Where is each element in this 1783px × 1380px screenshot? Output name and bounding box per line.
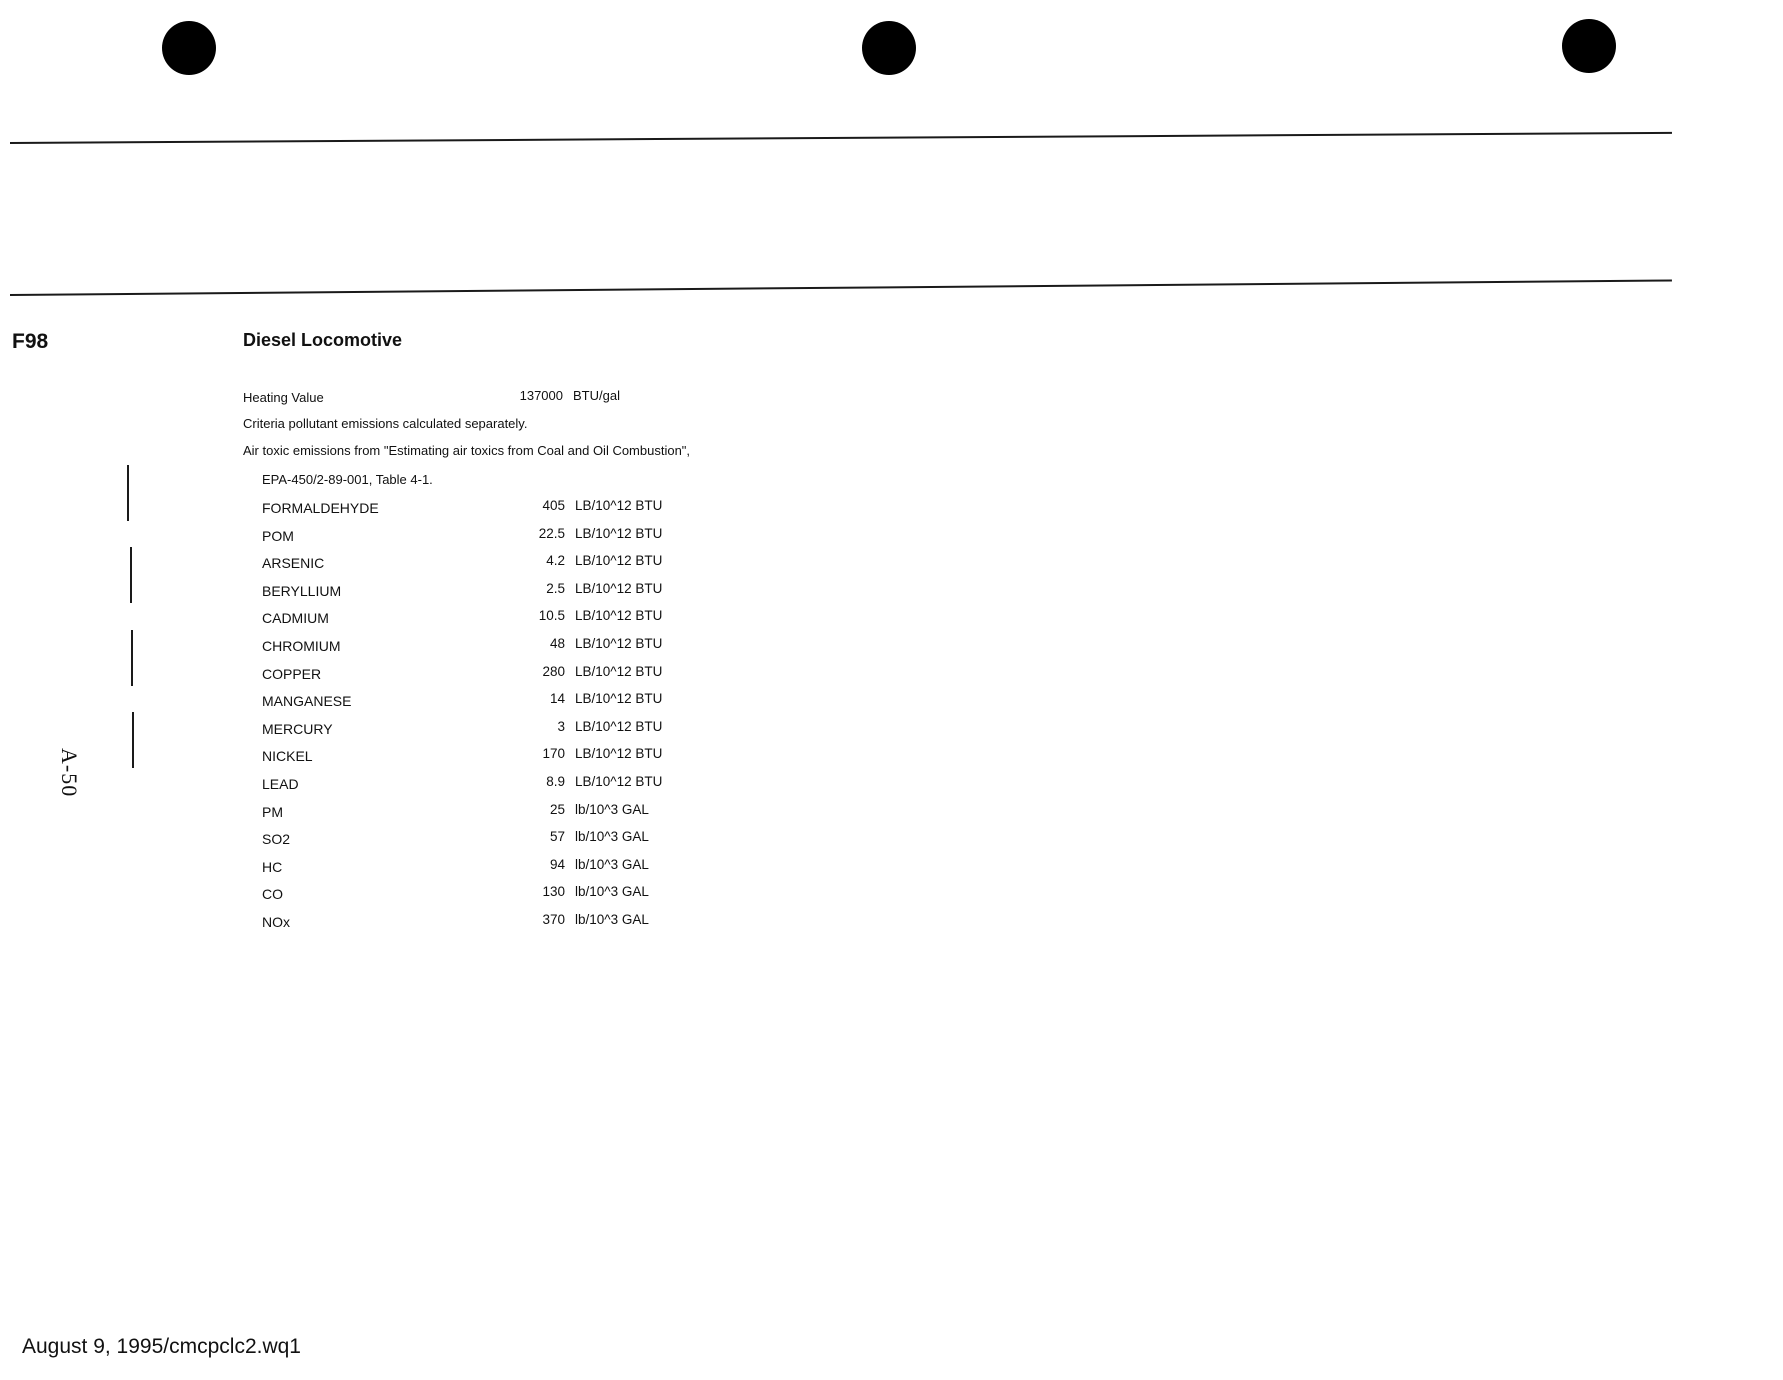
pollutant-name: POM xyxy=(262,527,294,544)
pollutant-value: 22.5 xyxy=(538,525,565,541)
pollutant-value: 25 xyxy=(549,801,565,817)
pollutant-value: 2.5 xyxy=(546,580,565,596)
pollutant-unit: lb/10^3 GAL xyxy=(575,911,649,927)
pollutant-name: CHROMIUM xyxy=(262,637,341,654)
pollutant-value: 170 xyxy=(542,746,565,762)
fuel-title: Diesel Locomotive xyxy=(243,330,403,350)
pollutant-name: COPPER xyxy=(262,665,322,682)
table-row xyxy=(262,525,682,556)
pollutant-unit: LB/10^12 BTU xyxy=(575,746,663,762)
table-row xyxy=(262,748,682,776)
pollutant-name: FORMALDEHYDE xyxy=(262,500,379,516)
footer-date-file: August 9, 1995/cmcpclc2.wq1 xyxy=(22,1335,301,1358)
table-row xyxy=(262,773,682,804)
pollutant-name: BERYLLIUM xyxy=(262,582,342,599)
note-source: Air toxic emissions from "Estimating air toxics from Coal and Oil Combustion", xyxy=(243,443,691,458)
punch-hole-center xyxy=(862,21,916,75)
pollutant-name: CADMIUM xyxy=(262,610,329,627)
revision-bar-4 xyxy=(132,712,134,768)
pollutant-value: 94 xyxy=(549,856,565,872)
pollutant-name: NICKEL xyxy=(262,748,313,765)
emissions-table xyxy=(262,500,682,942)
pollutant-name: NOx xyxy=(262,913,290,930)
pollutant-unit: LB/10^12 BTU xyxy=(575,498,663,513)
pollutant-unit: LB/10^12 BTU xyxy=(575,691,663,707)
table-row xyxy=(262,911,682,942)
punch-hole-right xyxy=(1562,19,1616,73)
pollutant-unit: lb/10^3 GAL xyxy=(575,829,649,845)
table-row xyxy=(262,801,682,832)
pollutant-name: ARSENIC xyxy=(262,555,325,572)
pollutant-value: 3 xyxy=(557,718,565,734)
pollutant-unit: LB/10^12 BTU xyxy=(575,773,663,789)
header-rule xyxy=(10,279,1672,296)
pollutant-name: LEAD xyxy=(262,775,299,792)
pollutant-value: 370 xyxy=(542,911,565,927)
pollutant-name: MERCURY xyxy=(262,720,333,737)
pollutant-value: 57 xyxy=(549,829,565,845)
pollutant-name: HC xyxy=(262,858,283,875)
revision-bar-3 xyxy=(131,630,133,686)
pollutant-unit: LB/10^12 BTU xyxy=(575,663,663,679)
pollutant-name: CO xyxy=(262,886,283,903)
pollutant-name: PM xyxy=(262,803,283,820)
fuel-code: F98 xyxy=(12,330,49,353)
note-reference: EPA-450/2-89-001, Table 4-1. xyxy=(262,472,433,487)
pollutant-unit: LB/10^12 BTU xyxy=(575,718,663,734)
revision-bar-2 xyxy=(130,547,132,603)
page-number: A-50 xyxy=(57,748,82,798)
pollutant-unit: lb/10^3 GAL xyxy=(575,801,649,817)
table-row xyxy=(262,886,682,914)
table-row xyxy=(262,580,682,611)
pollutant-value: 280 xyxy=(542,663,565,679)
pollutant-unit: LB/10^12 BTU xyxy=(575,525,663,541)
table-row xyxy=(262,500,682,528)
pollutant-value: 10.5 xyxy=(538,608,565,624)
table-row xyxy=(262,555,682,583)
pollutant-unit: LB/10^12 BTU xyxy=(575,580,663,596)
table-row xyxy=(262,663,682,694)
pollutant-name: SO2 xyxy=(262,831,291,848)
punch-hole-left xyxy=(162,21,216,75)
pollutant-unit: LB/10^12 BTU xyxy=(575,635,663,651)
table-row xyxy=(262,831,682,859)
pollutant-value: 48 xyxy=(549,635,565,651)
table-row xyxy=(262,693,682,721)
heating-value-unit: BTU/gal xyxy=(573,388,620,403)
pollutant-name: MANGANESE xyxy=(262,693,352,710)
heating-value: 137000 xyxy=(519,388,563,403)
revision-bar-1 xyxy=(127,465,129,521)
table-row xyxy=(262,635,682,666)
table-row xyxy=(262,856,682,887)
pollutant-value: 8.9 xyxy=(546,773,565,789)
pollutant-value: 130 xyxy=(542,884,565,900)
pollutant-unit: lb/10^3 GAL xyxy=(575,856,649,872)
pollutant-value: 405 xyxy=(542,498,565,513)
pollutant-unit: LB/10^12 BTU xyxy=(575,608,663,624)
table-row xyxy=(262,610,682,638)
note-criteria: Criteria pollutant emissions calculated separately. xyxy=(243,416,528,431)
heating-value-label: Heating Value xyxy=(243,390,324,405)
pollutant-unit: LB/10^12 BTU xyxy=(575,553,663,569)
table-row xyxy=(262,718,682,749)
pollutant-unit: lb/10^3 GAL xyxy=(575,884,649,900)
top-rule xyxy=(10,132,1672,144)
pollutant-value: 14 xyxy=(549,691,565,707)
pollutant-value: 4.2 xyxy=(546,553,565,569)
